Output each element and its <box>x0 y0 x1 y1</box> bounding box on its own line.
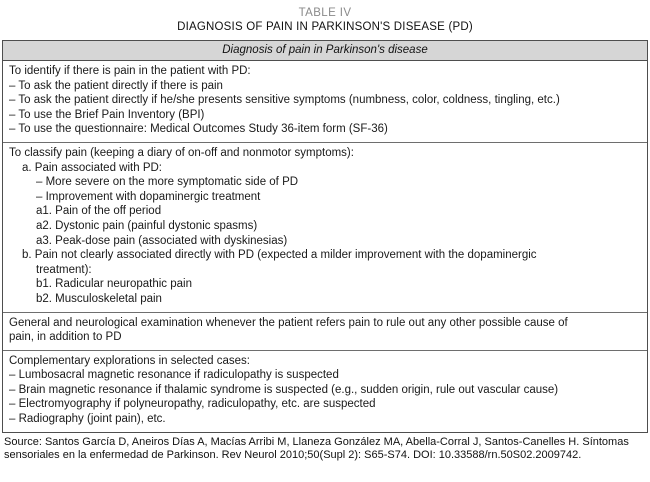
table-line: – More severe on the more symptomatic side of PD <box>36 176 299 189</box>
table-section <box>3 61 647 142</box>
table-line: – Improvement with dopaminergic treatment <box>36 190 261 203</box>
table-header-row <box>3 41 647 61</box>
table-caption <box>2 6 648 34</box>
table-line: General and neurological examination whenever the patient refers pain to rule out any other possible cause of <box>9 316 568 329</box>
table-line: treatment): <box>36 263 92 276</box>
table-line: – To ask the patient directly if there is pain <box>9 79 223 92</box>
table-line: – To ask the patient directly if he/she presents sensitive symptoms (numbness, color, coldness, tingling, etc.) <box>9 94 560 107</box>
table-line: b. Pain not clearly associated directly with PD (expected a milder improvement with the dopaminergic <box>22 249 537 262</box>
table-line: a1. Pain of the off period <box>36 205 162 218</box>
table-section <box>3 350 647 432</box>
table-line: To identify if there is pain in the patient with PD: <box>9 65 251 77</box>
table-line: – To use the questionnaire: Medical Outcomes Study 36-item form (SF-36) <box>9 123 388 136</box>
table-body <box>3 61 647 432</box>
table-title: DIAGNOSIS OF PAIN IN PARKINSON'S DISEASE (PD) <box>177 21 473 33</box>
table-line: – Radiography (joint pain), etc. <box>9 413 166 426</box>
table-line: b2. Musculoskeletal pain <box>36 292 162 305</box>
table-label: TABLE IV <box>298 7 352 19</box>
table-line: a. Pain associated with PD: <box>22 161 162 174</box>
table-line: – Lumbosacral magnetic resonance if radiculopathy is suspected <box>9 369 339 382</box>
table-line: a2. Dystonic pain (painful dystonic spasms) <box>36 219 258 232</box>
table-line: – To use the Brief Pain Inventory (BPI) <box>9 108 205 121</box>
table-header-text: Diagnosis of pain in Parkinson's disease <box>222 44 428 56</box>
table-line: – Brain magnetic resonance if thalamic syndrome is suspected (e.g., sudden origin, rule out vascular cause) <box>9 383 559 396</box>
table-line: To classify pain (keeping a diary of on-off and nonmotor symptoms): <box>9 146 354 159</box>
source-note: Source: Santos García D, Aneiros Días A, Macías Arribi M, Llaneza González MA, Abella-Corral J, Santos-Canelles H. Síntomas sensoriales en la enfermedad de Parkinson. Rev Neurol 2010;50(Supl 2): S65-S74. DOI: 10.33588/rn.50S02.2009742. <box>4 435 629 462</box>
table-section <box>3 312 647 350</box>
table-line: a3. Peak-dose pain (associated with dyskinesias) <box>36 234 288 247</box>
table-line: b1. Radicular neuropathic pain <box>36 278 192 291</box>
table-line: pain, in addition to PD <box>9 331 122 344</box>
table-line: Complementary explorations in selected cases: <box>9 354 250 367</box>
diagnosis-table <box>2 40 648 433</box>
table-line: – Electromyography if polyneuropathy, radiculopathy, etc. are suspected <box>9 398 376 411</box>
table-section <box>3 142 647 312</box>
